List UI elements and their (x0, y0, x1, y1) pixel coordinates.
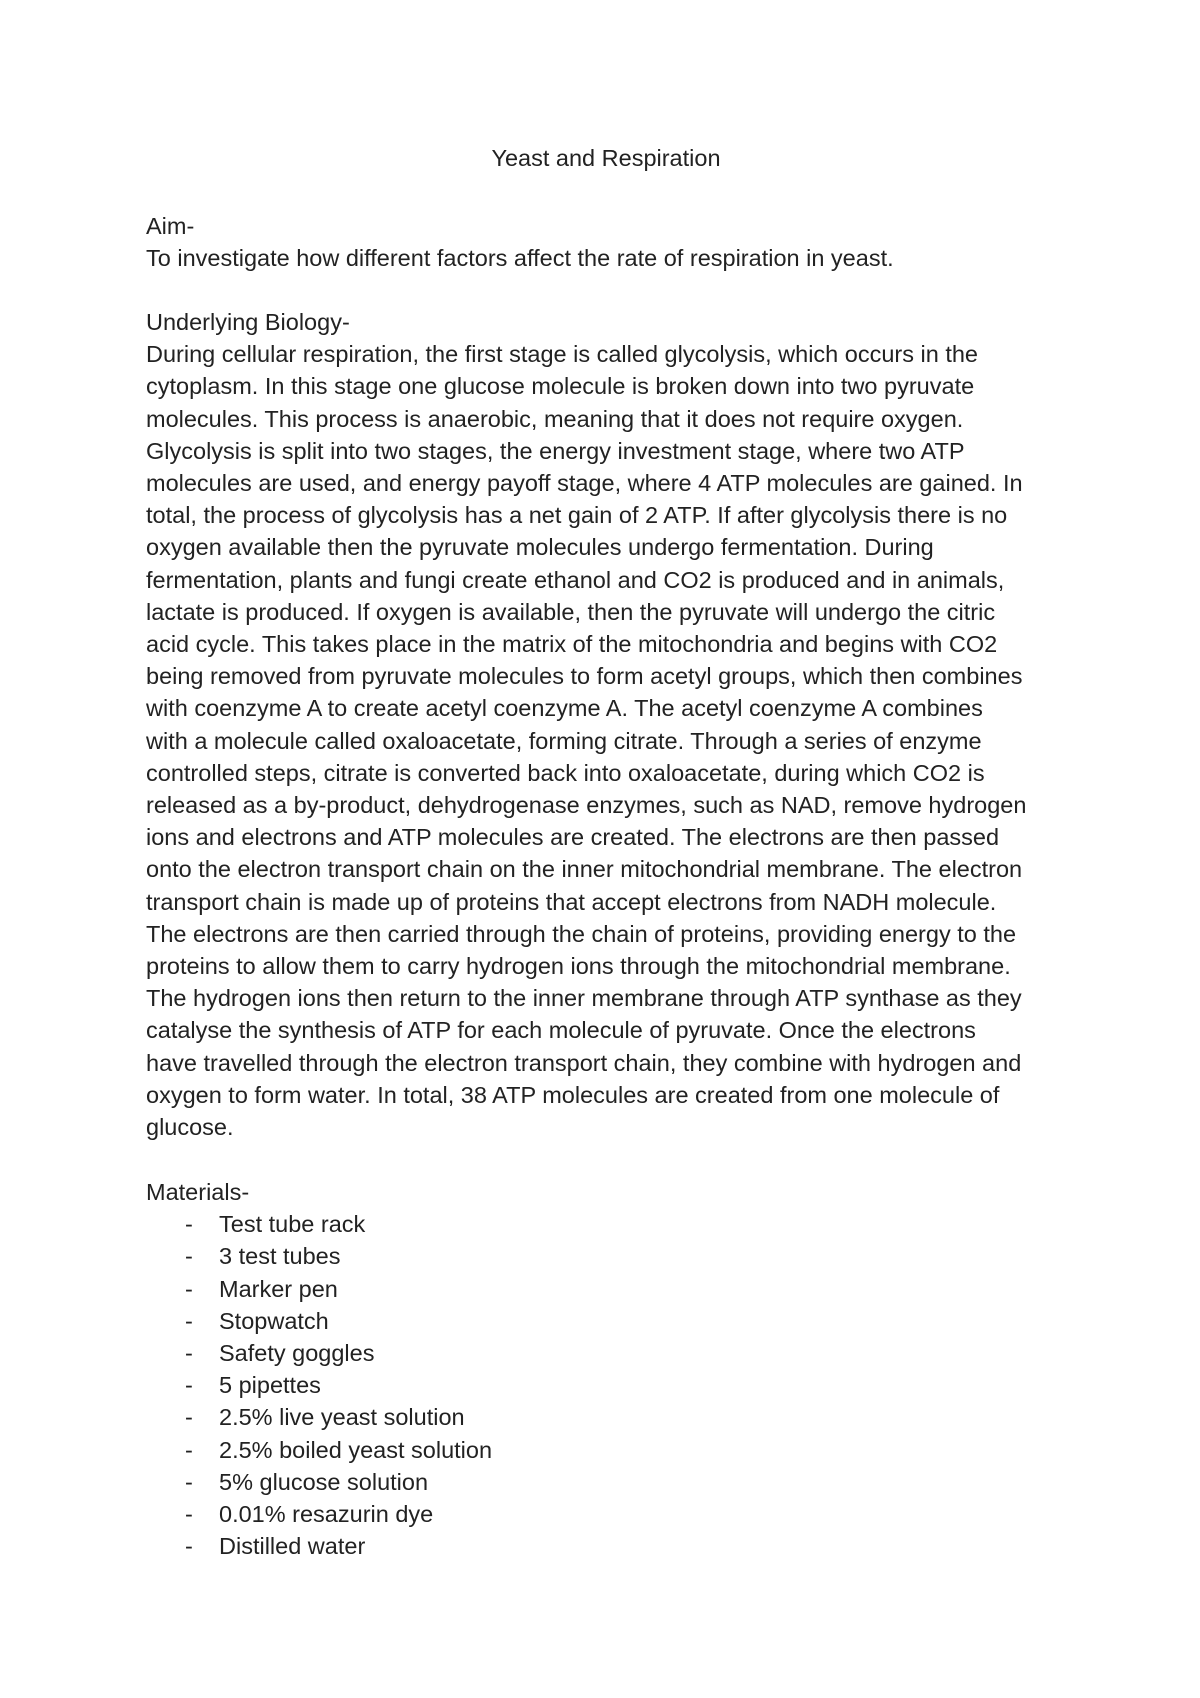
material-name: 3 test tubes (219, 1243, 341, 1270)
paragraph-line: controlled steps, citrate is converted back into oxaloacetate, during which CO2 is (146, 759, 985, 786)
dash-bullet: - (185, 1533, 193, 1560)
paragraph-line: released as a by-product, dehydrogenase enzymes, such as NAD, remove hydrogen (146, 792, 1027, 819)
aim-section (146, 210, 1066, 274)
paragraph-line: molecules. This process is anaerobic, meaning that it does not require oxygen. (146, 405, 964, 432)
materials-list (146, 1208, 1066, 1562)
dash-bullet: - (185, 1211, 193, 1238)
materials-list-item (146, 1530, 1066, 1562)
paragraph-line: with coenzyme A to create acetyl coenzyme A. The acetyl coenzyme A combines (146, 695, 983, 722)
materials-list-item (146, 1208, 1066, 1240)
paragraph-line: onto the electron transport chain on the inner mitochondrial membrane. The electron (146, 856, 1023, 883)
material-name: Marker pen (219, 1275, 338, 1302)
material-name: Test tube rack (219, 1211, 366, 1238)
paragraph-line: ions and electrons and ATP molecules are created. The electrons are then passed (146, 824, 1000, 851)
materials-list-item (146, 1498, 1066, 1530)
paragraph-line: have travelled through the electron transport chain, they combine with hydrogen and (146, 1049, 1022, 1076)
paragraph-line: oxygen to form water. In total, 38 ATP molecules are created from one molecule of (146, 1081, 1000, 1108)
paragraph-line: During cellular respiration, the first stage is called glycolysis, which occurs in the (146, 341, 978, 368)
materials-list-item (146, 1466, 1066, 1498)
materials-list-item (146, 1434, 1066, 1466)
paragraph-line: proteins to allow them to carry hydrogen ions through the mitochondrial membrane. (146, 953, 1011, 980)
aim-text: To investigate how different factors affect the rate of respiration in yeast. (146, 245, 894, 272)
document-title: Yeast and Respiration (491, 145, 721, 171)
materials-section (146, 1176, 1066, 1562)
materials-list-item (146, 1401, 1066, 1433)
material-name: 0.01% resazurin dye (219, 1500, 434, 1527)
aim-heading: Aim- (146, 213, 195, 239)
materials-list-item (146, 1305, 1066, 1337)
materials-list-item (146, 1337, 1066, 1369)
material-name: Safety goggles (219, 1339, 375, 1366)
paragraph-line: The hydrogen ions then return to the inner membrane through ATP synthase as they (146, 985, 1022, 1012)
material-name: Distilled water (219, 1533, 366, 1560)
dash-bullet: - (185, 1500, 193, 1527)
paragraph-line: with a molecule called oxaloacetate, forming citrate. Through a series of enzyme (146, 727, 982, 754)
biology-paragraph (146, 338, 1066, 1143)
dash-bullet: - (185, 1436, 193, 1463)
dash-bullet: - (185, 1372, 193, 1399)
material-name: 2.5% boiled yeast solution (219, 1436, 493, 1463)
paragraph-line: fermentation, plants and fungi create ethanol and CO2 is produced and in animals, (146, 566, 1005, 593)
material-name: 5% glucose solution (219, 1468, 429, 1495)
dash-bullet: - (185, 1404, 193, 1431)
paragraph-line: glucose. (146, 1114, 234, 1141)
paragraph-line: total, the process of glycolysis has a net gain of 2 ATP. If after glycolysis there is no (146, 502, 1008, 529)
paragraph-line: Glycolysis is split into two stages, the energy investment stage, where two ATP (146, 437, 965, 464)
paragraph-line: The electrons are then carried through the chain of proteins, providing energy to the (146, 920, 1017, 947)
paragraph-line: catalyse the synthesis of ATP for each molecule of pyruvate. Once the electrons (146, 1017, 976, 1044)
document-page (146, 0, 1066, 1698)
paragraph-line: transport chain is made up of proteins that accept electrons from NADH molecule. (146, 888, 997, 915)
dash-bullet: - (185, 1243, 193, 1270)
materials-list-item (146, 1369, 1066, 1401)
dash-bullet: - (185, 1468, 193, 1495)
paragraph-line: being removed from pyruvate molecules to form acetyl groups, which then combines (146, 663, 1023, 690)
paragraph-line: lactate is produced. If oxygen is available, then the pyruvate will undergo the citric (146, 598, 996, 625)
paragraph-line: oxygen available then the pyruvate molecules undergo fermentation. During (146, 534, 934, 561)
material-name: Stopwatch (219, 1307, 329, 1334)
material-name: 5 pipettes (219, 1372, 321, 1399)
dash-bullet: - (185, 1275, 193, 1302)
materials-heading: Materials- (146, 1179, 250, 1205)
paragraph-line: molecules are used, and energy payoff stage, where 4 ATP molecules are gained. In (146, 470, 1023, 497)
paragraph-line: cytoplasm. In this stage one glucose molecule is broken down into two pyruvate (146, 373, 975, 400)
materials-list-item (146, 1273, 1066, 1305)
material-name: 2.5% live yeast solution (219, 1404, 465, 1431)
biology-section (146, 306, 1066, 1143)
dash-bullet: - (185, 1307, 193, 1334)
biology-heading: Underlying Biology- (146, 309, 350, 335)
dash-bullet: - (185, 1339, 193, 1366)
materials-list-item (146, 1240, 1066, 1272)
paragraph-line: acid cycle. This takes place in the matrix of the mitochondria and begins with CO2 (146, 631, 998, 658)
